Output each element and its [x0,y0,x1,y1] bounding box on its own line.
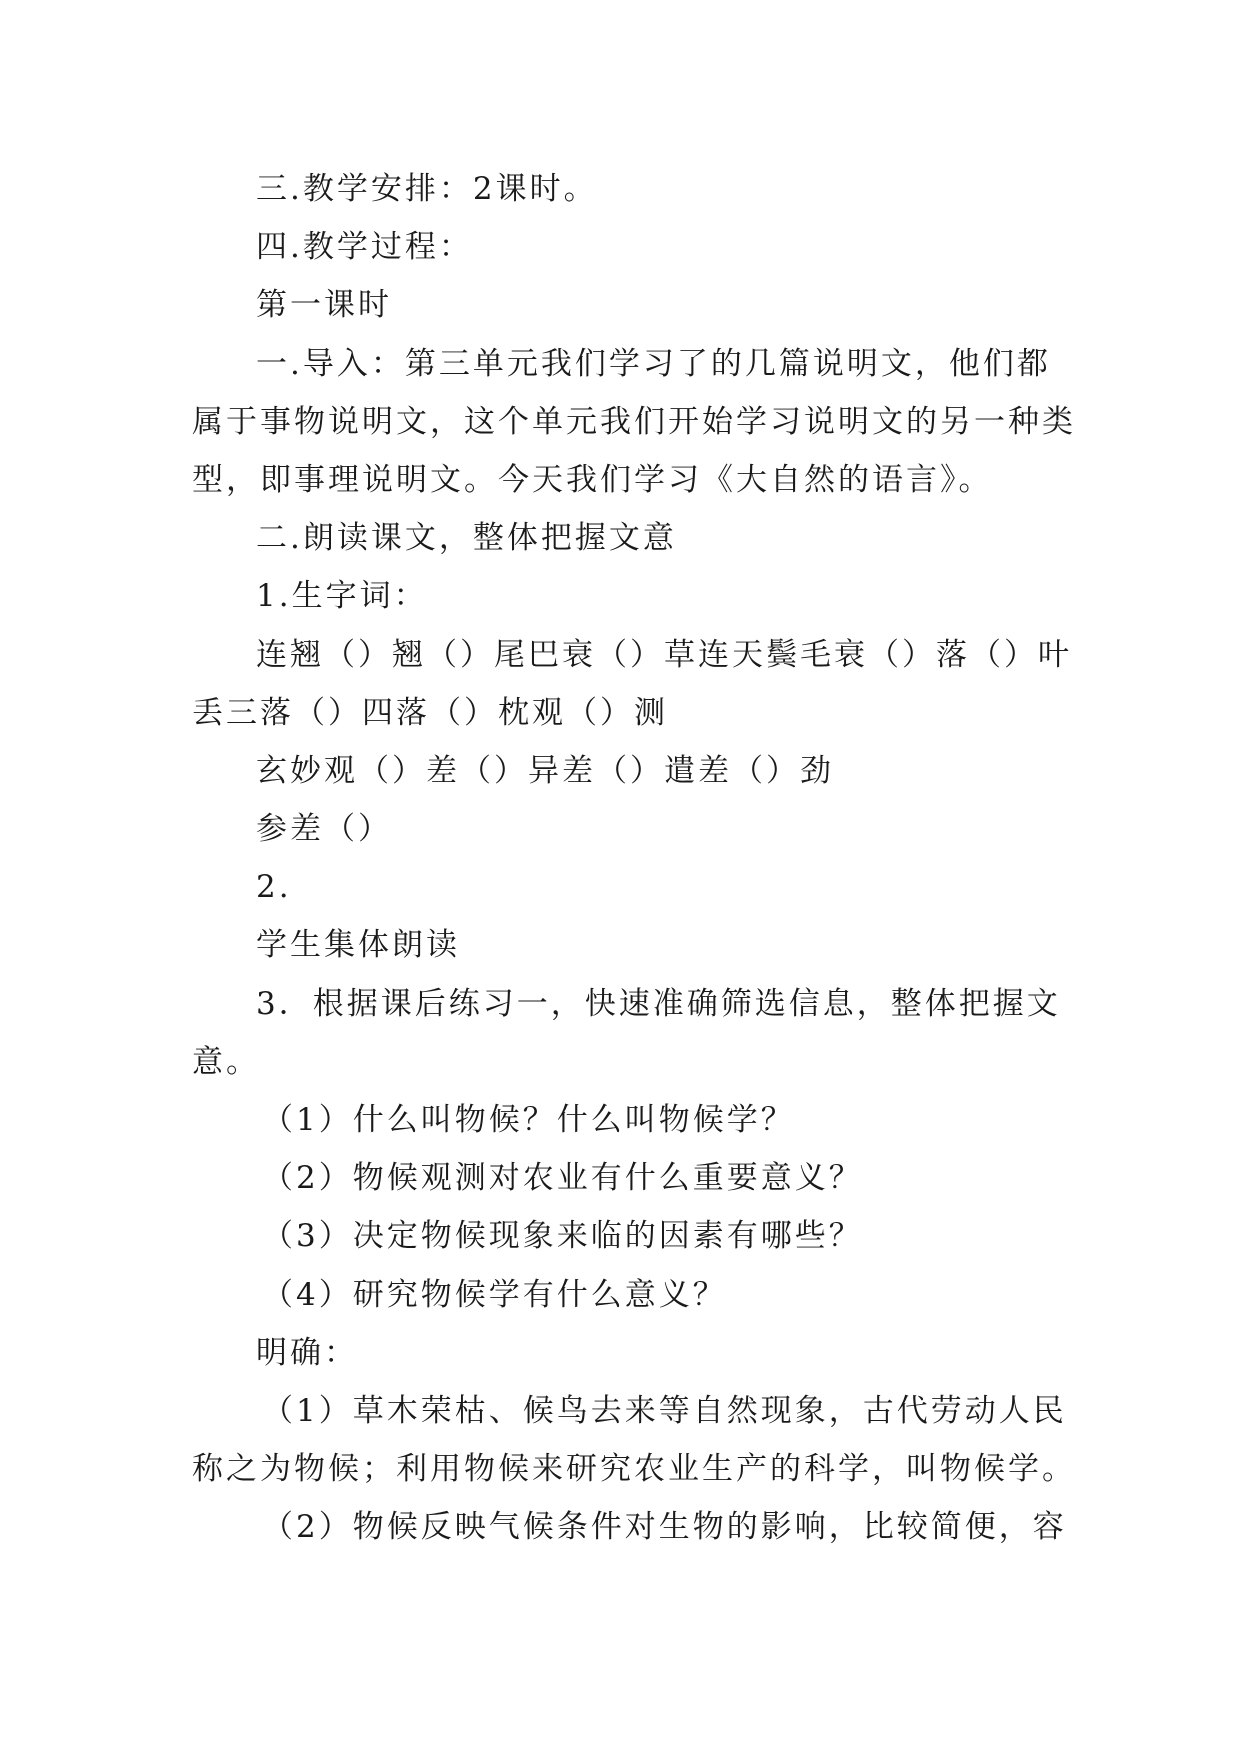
section-heading-arrangement: 三.教学安排：2课时。 [256,171,598,207]
paragraph-line: 属于事物说明文，这个单元我们开始学习说明文的另一种类 [192,403,1076,440]
answer-line: 称之为物候；利用物候来研究农业生产的科学，叫物候学。 [192,1451,1076,1488]
paragraph-line: 学生集体朗读 [256,927,460,964]
lesson-heading: 第一课时 [256,287,392,324]
paragraph-line: 一.导入：第三单元我们学习了的几篇说明文，他们都 [256,345,1051,382]
paragraph-line: 3．根据课后练习一，快速准确筛选信息，整体把握文 [256,985,1061,1022]
vocabulary-heading: 1.生字词： [256,578,428,615]
answer-line: （1）草木荣枯、候鸟去来等自然现象，古代劳动人民 [262,1392,1067,1429]
question-item: （2）物候观测对农业有什么重要意义？ [262,1160,863,1197]
vocabulary-line: 丢三落（）四落（）枕观（）测 [192,694,668,731]
vocabulary-line: 参差（） [256,811,392,848]
item-number: 2. [256,869,292,906]
section-heading-process: 四.教学过程： [256,229,473,266]
vocabulary-line: 连翘（）翘（）尾巴衰（）草连天鬓毛衰（）落（）叶 [256,636,1072,673]
document-body [192,160,1076,1557]
question-item: （4）研究物候学有什么意义？ [262,1276,727,1313]
vocabulary-line: 玄妙观（）差（）异差（）遣差（）劲 [256,752,834,789]
question-item: （3）决定物候现象来临的因素有哪些？ [262,1218,863,1255]
answer-line: （2）物候反映气候条件对生物的影响，比较简便，容 [262,1509,1067,1546]
paragraph-line: 意。 [192,1043,260,1080]
section-heading-reading: 二.朗读课文，整体把握文意 [256,520,677,557]
question-item: （1）什么叫物候？什么叫物候学？ [262,1102,795,1138]
paragraph-line: 型，即事理说明文。今天我们学习《大自然的语言》。 [192,461,993,498]
answer-heading: 明确： [256,1334,358,1371]
